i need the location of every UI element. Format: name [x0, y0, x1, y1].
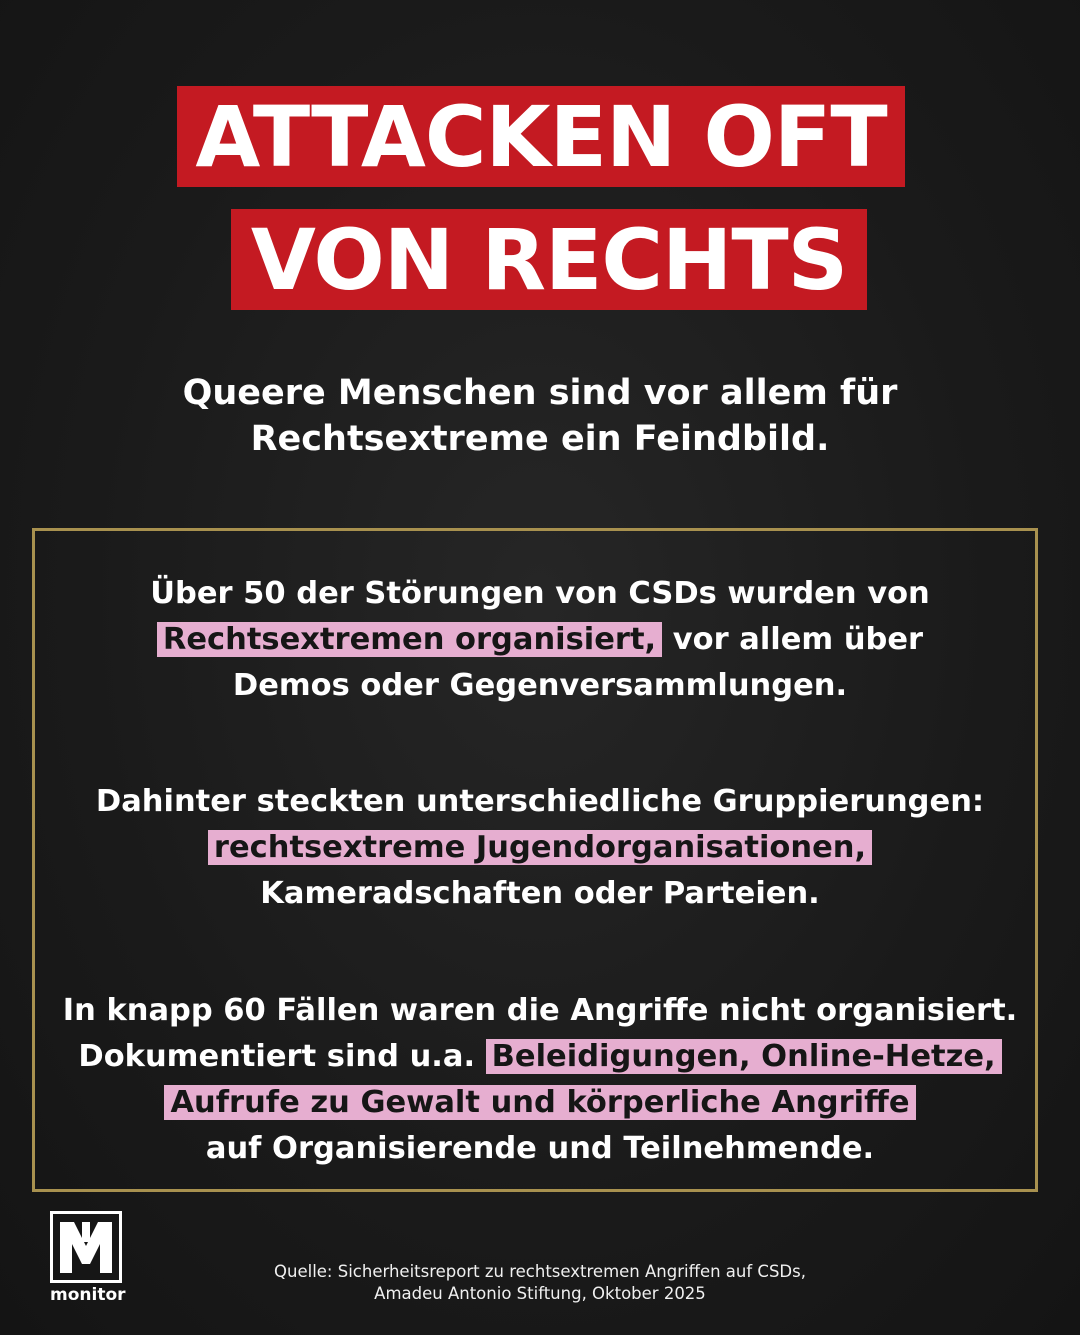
source-note: [180, 1261, 900, 1305]
headline-line-1: [177, 86, 905, 187]
source-line-1: Quelle: Sicherheitsreport zu rechtsextremen Angriffen auf CSDs,: [274, 1262, 806, 1281]
subtitle: [0, 370, 1080, 462]
highlight-text: Aufrufe zu Gewalt und körperliche Angriffe: [164, 1085, 915, 1120]
headline-line-2-text: VON RECHTS: [250, 210, 848, 309]
logo-wordmark: monitor: [50, 1285, 126, 1305]
source-line-2: Amadeu Antonio Stiftung, Oktober 2025: [374, 1284, 706, 1303]
highlight-text: rechtsextreme Jugendorganisationen,: [208, 830, 872, 865]
paragraph-1-line-1: Über 50 der Störungen von CSDs wurden von: [150, 576, 930, 611]
paragraph-1-line-2: [32, 617, 1048, 663]
highlight-text: Rechtsextremen organisiert,: [157, 622, 662, 657]
paragraph-3-line-2: [32, 1034, 1048, 1080]
monitor-logo: [50, 1211, 126, 1307]
paragraph-3-line-2-prefix: Dokumentiert sind u.a.: [78, 1039, 476, 1074]
paragraph-1-line-2-rest: vor allem über: [662, 622, 924, 657]
paragraph-2: [32, 779, 1048, 917]
paragraph-1: [32, 571, 1048, 709]
paragraph-3-line-4: auf Organisierende und Teilnehmende.: [205, 1131, 875, 1166]
paragraph-2-line-2: [32, 825, 1048, 871]
paragraph-1-line-3: Demos oder Gegenversammlungen.: [232, 668, 848, 703]
highlight-text: Beleidigungen, Online-Hetze,: [486, 1039, 1002, 1074]
monitor-m-icon: [50, 1211, 122, 1283]
paragraph-2-line-3: Kameradschaften oder Parteien.: [260, 876, 820, 911]
subtitle-line-2: Rechtsextreme ein Feindbild.: [250, 419, 830, 459]
paragraph-3-line-3: [32, 1080, 1048, 1126]
paragraph-3-line-1: In knapp 60 Fällen waren die Angriffe nicht organisiert.: [62, 993, 1018, 1028]
subtitle-line-1: Queere Menschen sind vor allem für: [182, 373, 898, 413]
headline-line-1-text: ATTACKEN OFT: [195, 87, 887, 186]
paragraph-3: [32, 988, 1048, 1172]
headline-line-2: [231, 209, 867, 310]
paragraph-2-line-1: Dahinter steckten unterschiedliche Gruppierungen:: [95, 784, 985, 819]
